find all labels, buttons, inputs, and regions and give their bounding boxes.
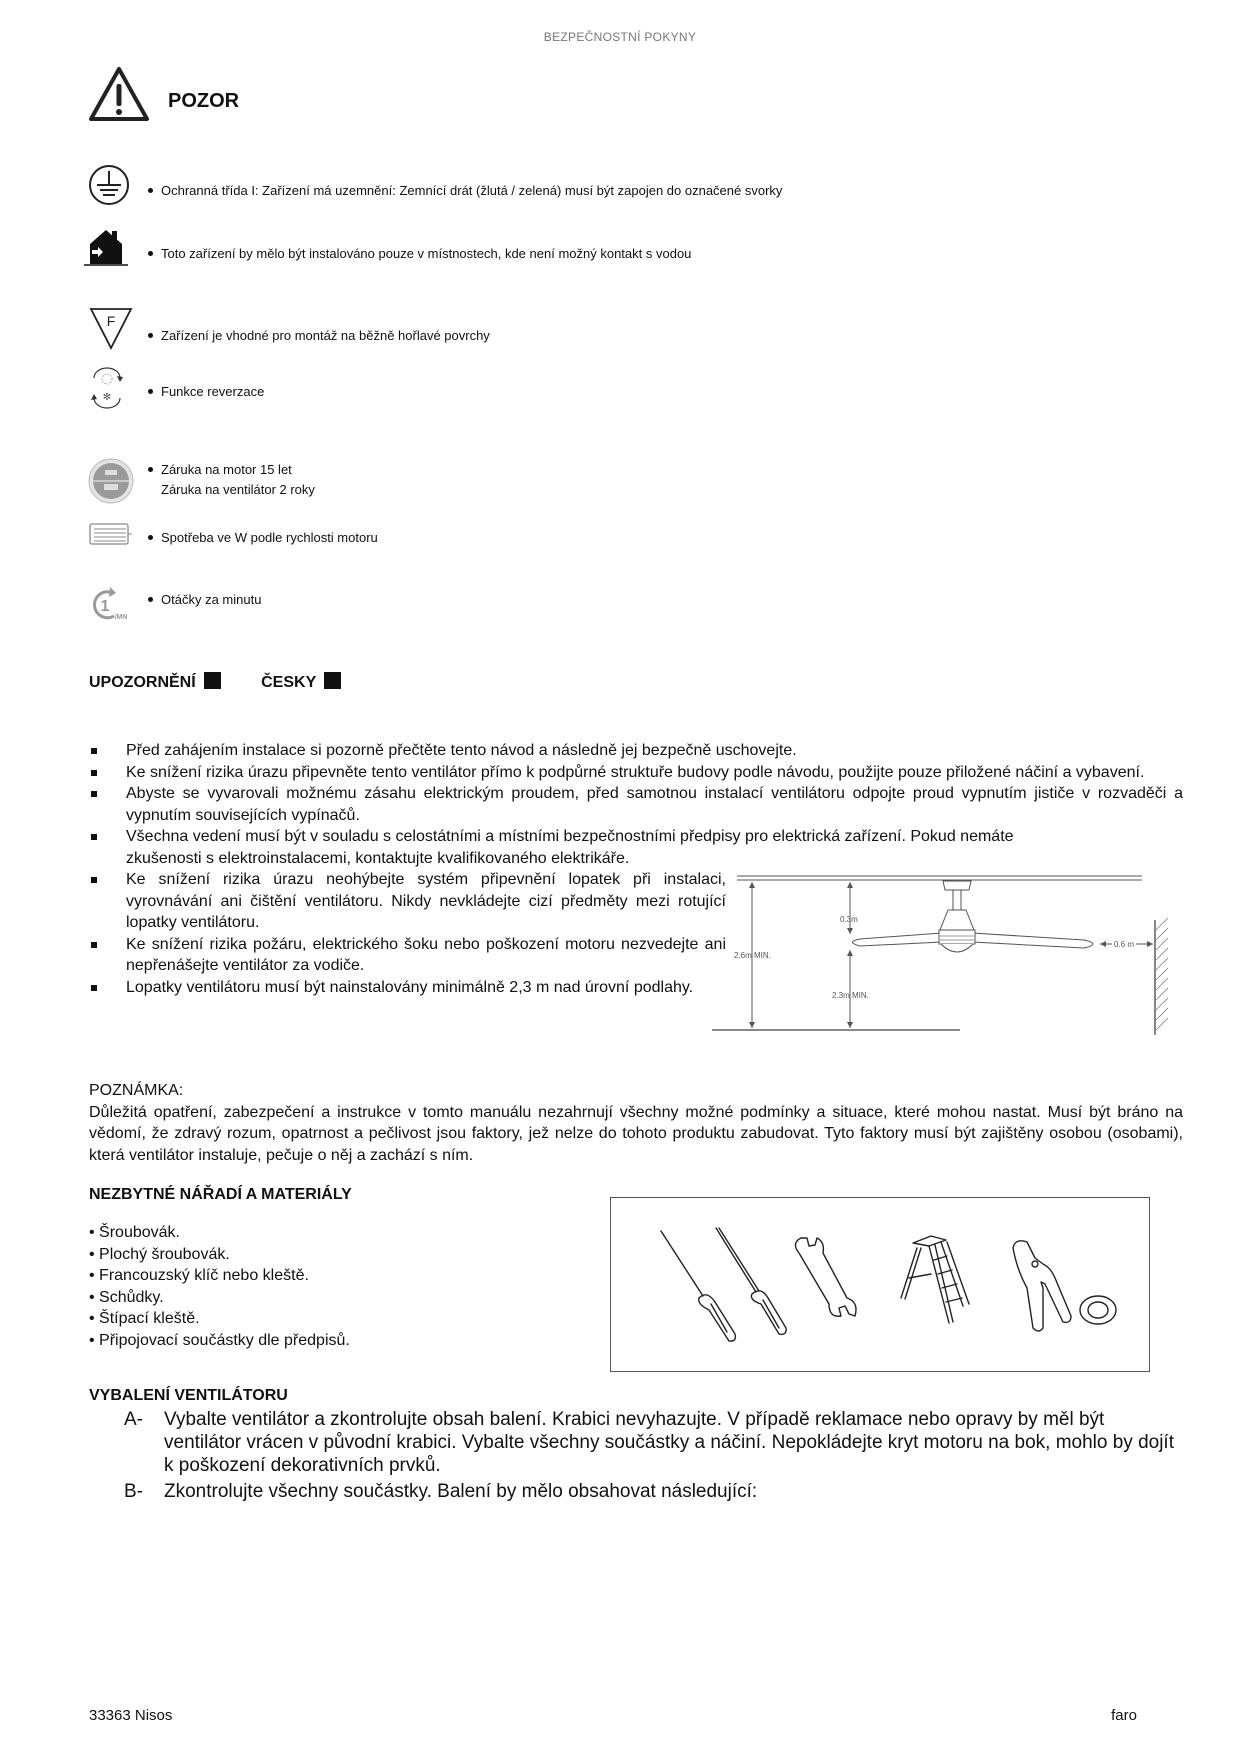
- tool-item: • Připojovací součástky dle předpisů.: [89, 1330, 350, 1352]
- tools-heading: NEZBYTNÉ NÁŘADÍ A MATERIÁLY: [89, 1186, 352, 1203]
- section-title: UPOZORNĚNÍ: [89, 674, 196, 691]
- unpack-steps: [124, 1408, 1184, 1506]
- symbol-text: Toto zařízení by mělo být instalováno pouze v místnostech, kde není možný kontakt s vodou: [161, 246, 692, 261]
- unpack-heading: VYBALENÍ VENTILÁTORU: [89, 1387, 288, 1404]
- flat-screwdriver-icon: [716, 1228, 786, 1334]
- warning-item: Před zahájením instalace si pozorně přečtěte tento návod a následně jej bezpečně uschovejte.: [89, 740, 1183, 762]
- step-marker: A-: [124, 1409, 143, 1430]
- symbol-text: Záruka na motor 15 let: [161, 462, 292, 477]
- footer-model: 33363 Nisos: [89, 1707, 173, 1724]
- tool-item: • Štípací kleště.: [89, 1308, 350, 1330]
- black-square-icon: [324, 672, 341, 689]
- warranty-seal-icon: [88, 458, 134, 509]
- reverse-function-icon: [90, 366, 124, 415]
- tools-list: [89, 1222, 350, 1351]
- motor-power-icon: [88, 520, 134, 553]
- tool-item: • Schůdky.: [89, 1287, 350, 1309]
- symbol-text: Zařízení je vhodné pro montáž na běžně hořlavé povrchy: [161, 328, 490, 343]
- page-header-title: BEZPEČNOSTNÍ POKYNY: [543, 30, 697, 44]
- protective-earth-icon: [88, 164, 130, 211]
- section-heading: [89, 672, 341, 692]
- tools-illustration: [610, 1197, 1150, 1372]
- caution-heading: POZOR: [168, 90, 240, 112]
- warning-item: Ke snížení rizika požáru, elektrického šoku nebo poškození motoru nezvedejte ani nepřenášejte ventilátor za vodiče.: [89, 934, 726, 977]
- svg-text:/MN: /MN: [114, 614, 128, 621]
- installation-clearance-diagram: [712, 870, 1182, 1045]
- warning-triangle-icon: [88, 66, 150, 127]
- warning-item: Abyste se vyvarovali možnému zásahu elektrickým proudem, před samotnou instalací ventilátoru odpojte proud vypnutím jističe v rozvaděči a vypnutím souvisejících vypínačů.: [89, 783, 1183, 826]
- indoor-only-house-icon: [84, 228, 128, 273]
- note-text: Důležitá opatření, zabezpečení a instrukce v tomto manuálu nezahrnují všechny možné podmínky a situace, které mohou nastat. Musí být bráno na vědomí, že zdravý rozum, opatrnost a pečlivost jsou faktory, jež nelze do tohoto produktu zabudovat. Tyto faktory musí být zajištěny osobou (osobami), která ventilátor instaluje, pečuje o něj a zachází s ním.: [89, 1103, 1183, 1164]
- warning-item: Ke snížení rizika úrazu připevněte tento ventilátor přímo k podpůrné struktuře budovy podle návodu, použijte pouze přiložené náčiní a vybavení.: [89, 762, 1183, 784]
- tool-item: • Plochý šroubovák.: [89, 1244, 350, 1266]
- step-text: Vybalte ventilátor a zkontrolujte obsah balení. Krabici nevyhazujte. V případě reklamace nebo opravy by měl být ventilátor vrácen v původní krabici. Vybalte všechny součástky a náčiní. Nepokládejte kryt motoru na bok, mohlo by dojít k poškození dekorativních prvků.: [164, 1409, 1174, 1476]
- svg-text:1: 1: [100, 598, 110, 615]
- pliers-icon: [1013, 1241, 1071, 1331]
- total-height-label: 2.6m MIN.: [734, 951, 771, 960]
- warning-item: Ke snížení rizika úrazu neohýbejte systém připevnění lopatek při instalaci, vyrovnávání ani čištění ventilátoru. Nikdy nevkládejte cizí předměty mezi rotující lopatky ventilátoru.: [89, 869, 726, 934]
- symbol-text: Spotřeba ve W podle rychlosti motoru: [161, 530, 378, 545]
- footer-brand: faro: [1111, 1707, 1137, 1724]
- svg-text:✻: ✻: [102, 392, 112, 403]
- tape-roll-icon: [1080, 1296, 1116, 1324]
- blade-height-label: 2.3m MIN.: [832, 991, 869, 1000]
- tool-item: • Šroubovák.: [89, 1222, 350, 1244]
- symbol-text-line2: Záruka na ventilátor 2 roky: [161, 482, 315, 497]
- wall-gap-label: 0.6 m: [1114, 940, 1135, 949]
- note-block: [89, 1080, 1183, 1166]
- tool-item: • Francouzský klíč nebo kleště.: [89, 1265, 350, 1287]
- note-title: POZNÁMKA:: [89, 1082, 184, 1099]
- warning-item: Všechna vedení musí být v souladu s celostátními a místními bezpečnostními předpisy pro elektrická zařízení. Pokud nemáte: [89, 826, 1183, 848]
- unpack-step: [124, 1408, 1184, 1477]
- rpm-icon: [88, 586, 132, 627]
- language-label: ČESKY: [261, 674, 317, 691]
- symbol-text: Otáčky za minutu: [161, 592, 262, 607]
- black-square-icon: [204, 672, 221, 689]
- f-mark-triangle-icon: [88, 306, 134, 355]
- symbol-text: Funkce reverzace: [161, 384, 265, 399]
- step-marker: B-: [124, 1481, 143, 1502]
- unpack-step: [124, 1480, 1184, 1503]
- wrench-icon: [795, 1238, 856, 1316]
- symbol-text: Ochranná třída I: Zařízení má uzemnění: Zemnící drát (žlutá / zelená) musí být zapojen do označené svorky: [161, 183, 783, 198]
- warning-item-continuation: zkušenosti s elektroinstalacemi, kontaktujte kvalifikovaného elektrikáře.: [126, 849, 630, 867]
- step-text: Zkontrolujte všechny součástky. Balení by mělo obsahovat následující:: [164, 1481, 758, 1502]
- warning-item: Lopatky ventilátoru musí být nainstalovány minimálně 2,3 m nad úrovní podlahy.: [89, 977, 726, 999]
- ceiling-gap-label: 0.3m: [840, 915, 858, 924]
- svg-text:F: F: [106, 313, 116, 329]
- stepladder-icon: [901, 1236, 969, 1323]
- phillips-screwdriver-icon: [661, 1231, 735, 1341]
